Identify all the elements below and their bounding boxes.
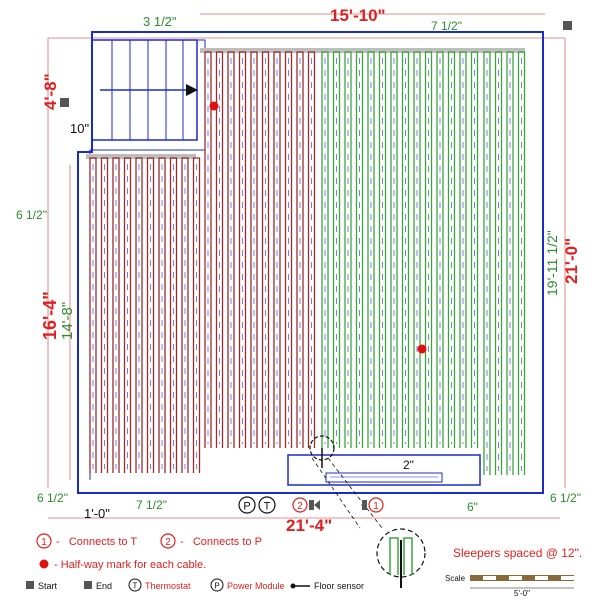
bottom-bay [288,455,480,485]
stair-arrow-icon [186,84,198,96]
cable-two-marker [293,498,320,512]
legend-floor-sensor: Floor sensor [314,581,365,591]
svg-text:P: P [243,500,251,513]
thermostat-marker [259,497,275,513]
green-cable-runs [322,52,525,475]
scale-value: 5'-0" [514,589,530,598]
legend-power-symbol: P [214,581,220,591]
dim-top-right-offset: 7 1/2" [431,19,462,33]
svg-text:1: 1 [373,501,379,512]
dim-top-left-offset: 3 1/2" [143,14,177,29]
legend-num-2: 2 [165,537,171,548]
half-way-mark [418,345,427,354]
half-way-mark [210,102,219,111]
legend-thermostat-symbol: T [132,581,138,591]
end-square-icon [563,21,572,30]
dim-right-height-red: 21'-0" [562,237,581,284]
dim-bottom-left-inner: 7 1/2" [136,498,167,512]
legend-connects-p: - Connects to P [180,536,262,548]
dim-left-offset: 6 1/2" [16,208,47,222]
dim-bottom-right-inner: 6" [467,500,478,514]
start-square-icon [60,98,69,107]
dim-left-height-red: 16'-4" [40,291,60,340]
svg-text:2: 2 [297,501,303,512]
dim-bottom-width: 21'-4" [286,516,333,535]
legend-connects-t: - Connects to T [56,536,138,548]
power-module-marker [239,497,255,513]
dim-bottom-left-offset: 6 1/2" [37,491,68,505]
dim-bottom-right-offset: 6 1/2" [550,491,581,505]
cable-one-marker [361,498,383,512]
dim-stair-notch: 10" [70,121,90,136]
dim-stair-height: 4'-8" [41,73,60,110]
red-cable-runs [90,52,315,473]
legend-thermostat: Thermostat [145,581,191,591]
legend-half-way: - Half-way mark for each cable. [54,559,207,571]
sleepers-note: Sleepers spaced @ 12". [453,546,583,560]
dim-right-height-green: 19'-11 1/2" [544,230,560,296]
dim-top-width: 15'-10" [330,6,386,25]
legend-num-1: 1 [41,537,47,548]
scale-label: Scale [445,574,466,583]
svg-text:T: T [263,500,271,513]
legend-start: Start [38,581,58,591]
legend [26,534,364,591]
legend-power-module: Power Module [227,581,285,591]
scale-bar [445,574,574,598]
dim-left-height-green: 14'-8" [59,301,76,340]
legend-end: End [96,581,113,591]
dim-bottom-left-foot: 1'-0" [84,506,110,521]
stair-block [92,40,198,140]
dim-bay-gap: 2" [403,458,414,472]
